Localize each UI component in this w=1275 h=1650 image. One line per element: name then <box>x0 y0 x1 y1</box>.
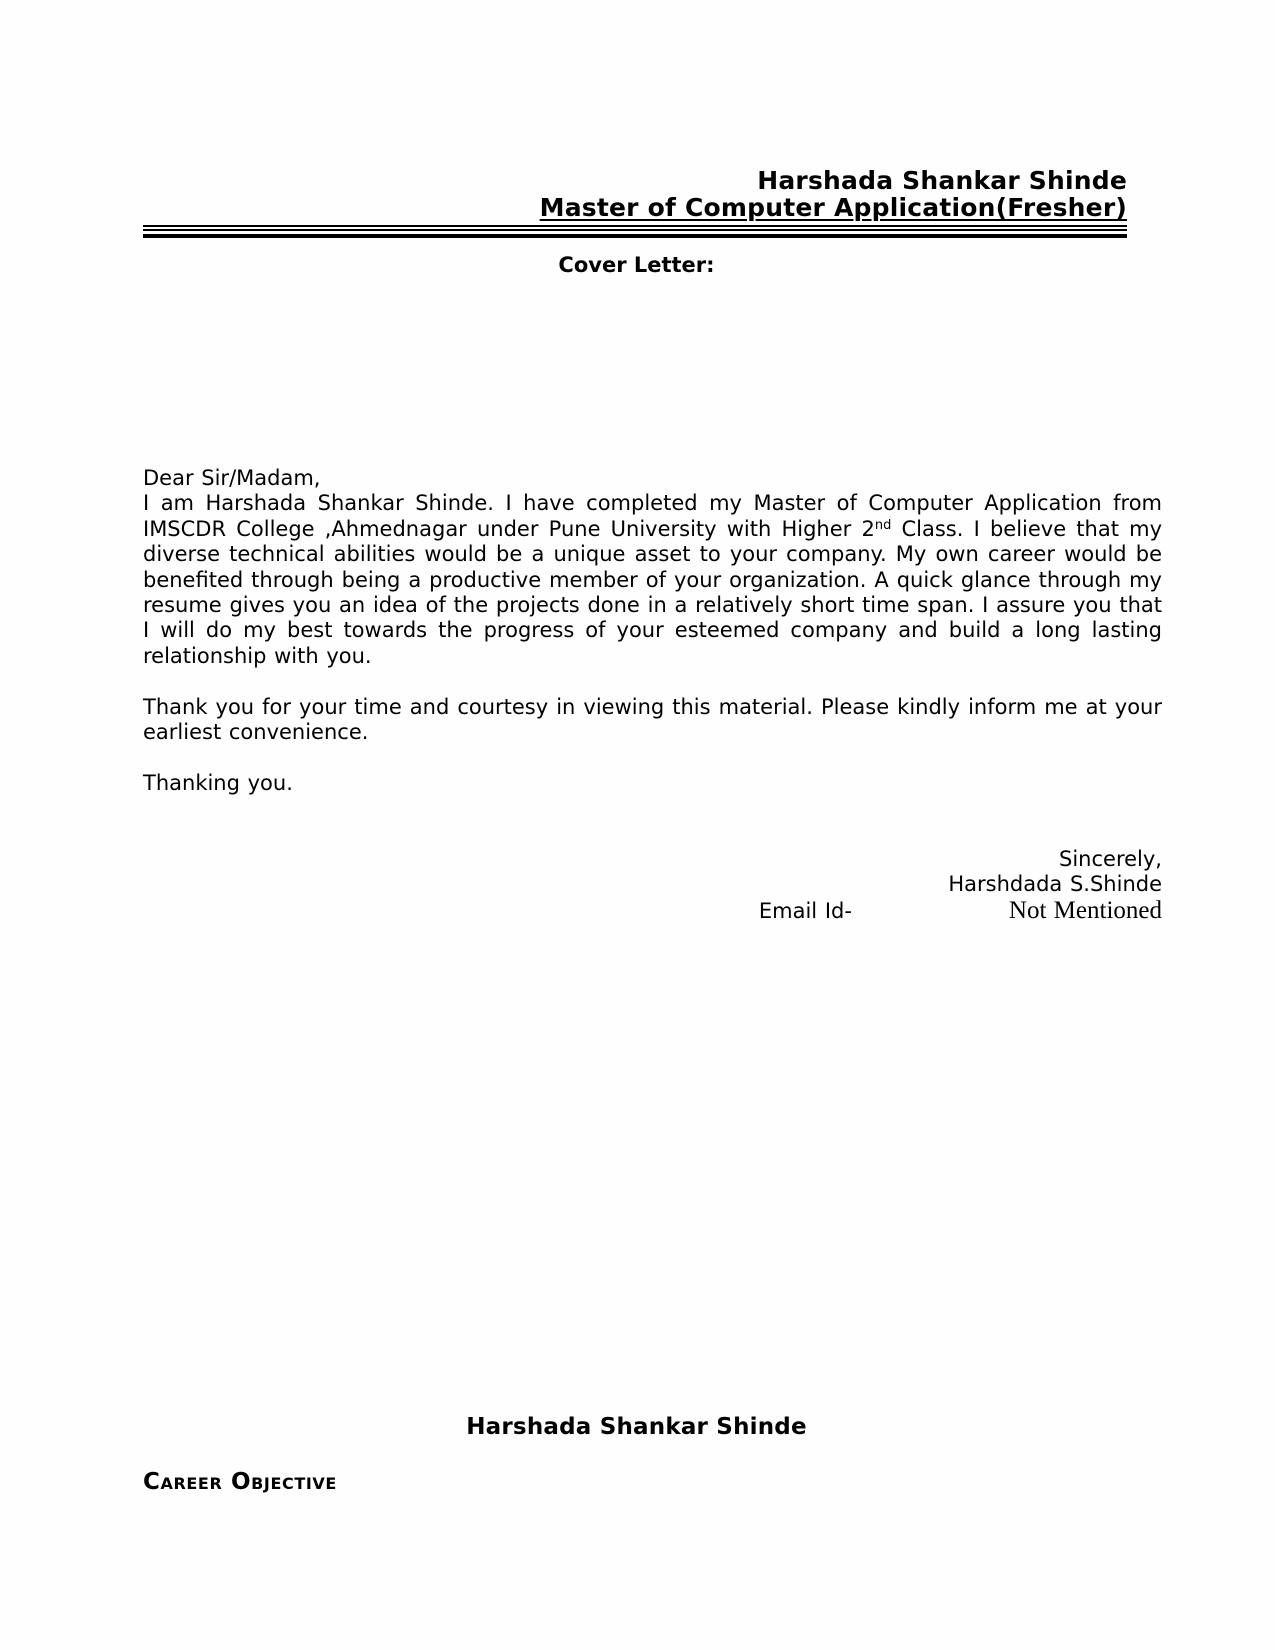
cover-letter-heading: Cover Letter: <box>558 253 715 277</box>
letter-body <box>143 466 1162 924</box>
header-degree-title: Master of Computer Application(Fresher) <box>539 193 1127 222</box>
ordinal-superscript: nd <box>874 517 892 533</box>
email-label: Email Id- <box>758 898 852 923</box>
signature-closing: Sincerely, <box>1059 847 1162 872</box>
email-row <box>143 898 1162 924</box>
paragraph-1-text-after-superscript: Class. I believe that my diverse technical abilities would be a unique asset to your company. My own career would be benefited through being a productive member of your organization. A quick glance through my resume gives you an idea of the projects done in a relatively short time span. I assure you that I will do my best towards the progress of your esteemed company and build a long lasting relationship with you. <box>143 516 1162 668</box>
body-paragraph-2: Thank you for your time and courtesy in viewing this material. Please kindly inform me at your earliest convenience. <box>143 694 1162 745</box>
career-objective-heading: Career Objective <box>143 1469 337 1495</box>
header-author-name: Harshada Shankar Shinde <box>757 166 1127 195</box>
signature-block <box>143 847 1162 924</box>
body-paragraph-1 <box>143 491 1162 669</box>
email-value: Not Mentioned <box>1008 896 1162 924</box>
header-divider-rule <box>143 225 1127 238</box>
closing-paragraph: Thanking you. <box>143 770 293 795</box>
salutation: Dear Sir/Madam, <box>143 466 321 490</box>
footer-author-name: Harshada Shankar Shinde <box>466 1414 807 1440</box>
paragraph-1-text-before-superscript: I am Harshada Shankar Shinde. I have completed my Master of Computer Application from IMSCDR College ,Ahmednagar under Pune University with Higher 2 <box>143 491 1162 541</box>
page-header <box>143 167 1127 238</box>
signature-name: Harshdada S.Shinde <box>948 872 1162 897</box>
